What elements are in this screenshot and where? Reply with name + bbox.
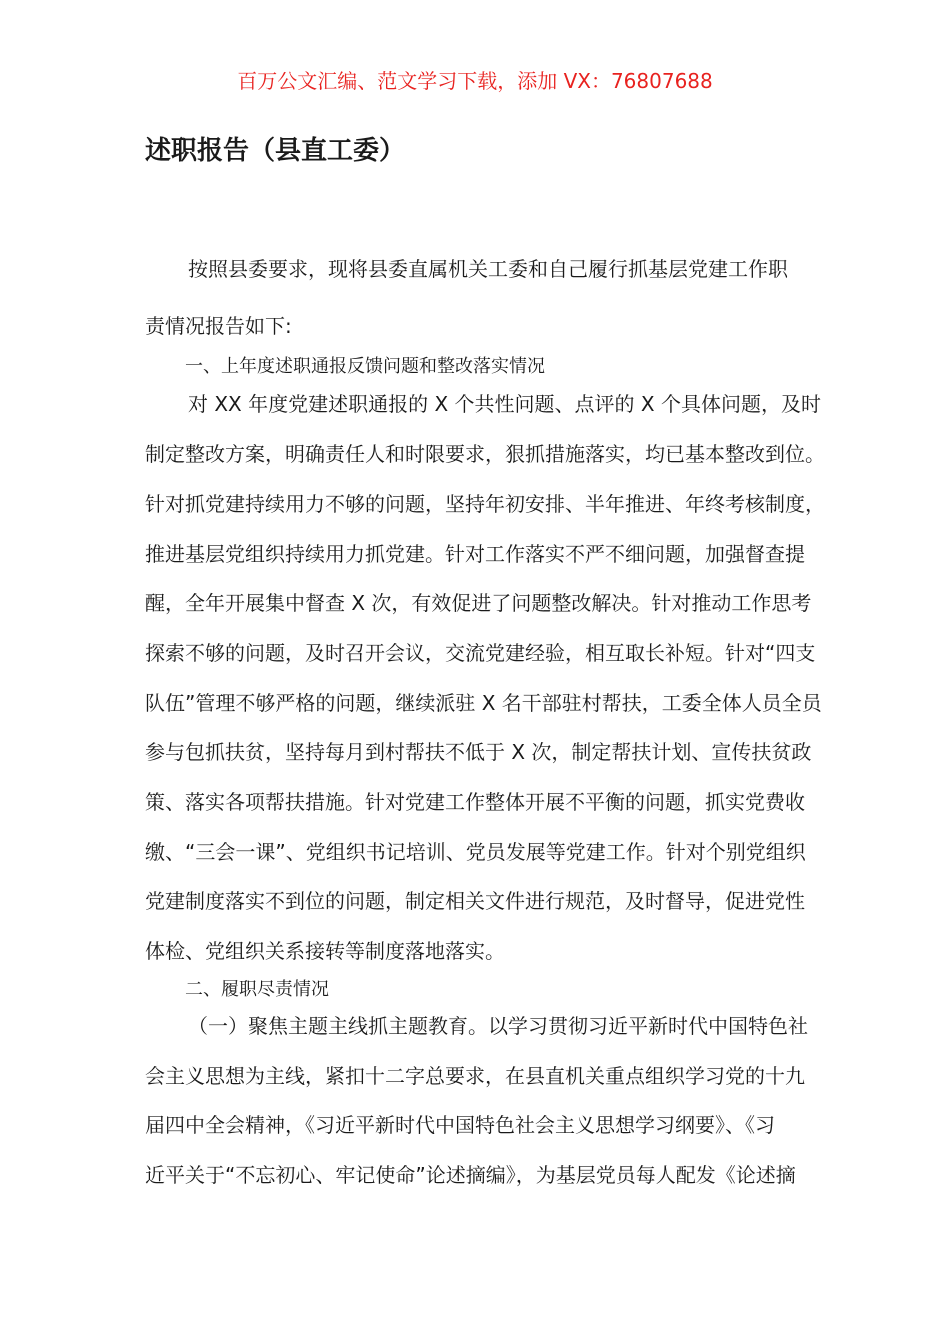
section-heading: 一、上年度述职通报反馈问题和整改落实情况 bbox=[185, 356, 545, 377]
paragraph-line: 参与包抓扶贫，坚持每月到村帮扶不低于 X 次，制定帮扶计划、宣传扶贫政 bbox=[145, 740, 812, 764]
page-title: 述职报告（县直工委） bbox=[145, 136, 406, 166]
paragraph-line: 策、落实各项帮扶措施。针对党建工作整体开展不平衡的问题，抓实党费收 bbox=[145, 790, 805, 814]
paragraph-line: （一）聚焦主题主线抓主题教育。以学习贯彻习近平新时代中国特色社 bbox=[188, 1014, 808, 1038]
paragraph-line: 体检、党组织关系接转等制度落地落实。 bbox=[145, 939, 505, 963]
paragraph-line: 醒，全年开展集中督查 X 次，有效促进了问题整改解决。针对推动工作思考 bbox=[145, 591, 812, 615]
paragraph-line: 针对抓党建持续用力不够的问题，坚持年初安排、半年推进、年终考核制度， bbox=[145, 492, 825, 516]
paragraph-line: 按照县委要求，现将县委直属机关工委和自己履行抓基层党建工作职 bbox=[188, 257, 788, 281]
paragraph-line: 缴、“三会一课”、党组织书记培训、党员发展等党建工作。针对个别党组织 bbox=[145, 840, 806, 864]
paragraph-line: 探索不够的问题，及时召开会议，交流党建经验，相互取长补短。针对“四支 bbox=[145, 641, 816, 665]
paragraph-line: 党建制度落实不到位的问题，制定相关文件进行规范，及时督导，促进党性 bbox=[145, 889, 805, 913]
paragraph-line: 近平关于“不忘初心、牢记使命”论述摘编》，为基层党员每人配发《论述摘 bbox=[145, 1163, 796, 1187]
paragraph-line: 届四中全会精神，《习近平新时代中国特色社会主义思想学习纲要》、《习 bbox=[145, 1113, 775, 1137]
watermark-banner: 百万公文汇编、范文学习下载，添加 VX：76807688 bbox=[237, 69, 713, 93]
section-heading: 二、履职尽责情况 bbox=[185, 979, 329, 1000]
paragraph-line: 对 XX 年度党建述职通报的 X 个共性问题、点评的 X 个具体问题，及时 bbox=[188, 392, 821, 416]
paragraph-line: 推进基层党组织持续用力抓党建。针对工作落实不严不细问题，加强督查提 bbox=[145, 542, 805, 566]
paragraph-line: 责情况报告如下: bbox=[145, 314, 292, 338]
paragraph-line: 队伍”管理不够严格的问题，继续派驻 X 名干部驻村帮扶，工委全体人员全员 bbox=[145, 691, 822, 715]
paragraph-line: 会主义思想为主线，紧扣十二字总要求，在县直机关重点组织学习党的十九 bbox=[145, 1064, 805, 1088]
paragraph-line: 制定整改方案，明确责任人和时限要求，狠抓措施落实，均已基本整改到位。 bbox=[145, 442, 825, 466]
